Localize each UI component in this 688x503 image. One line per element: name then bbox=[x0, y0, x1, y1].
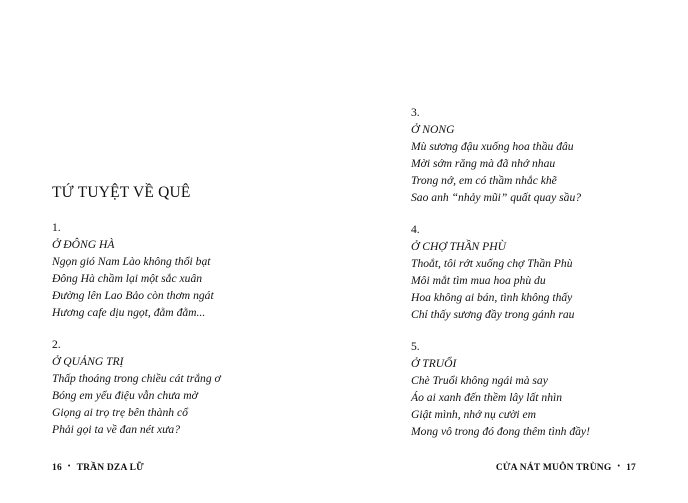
stanza-4 bbox=[411, 221, 574, 323]
verse-line: Trong nớ, em có thầm nhắc khẽ bbox=[411, 174, 557, 187]
stanza-heading: Ở QUẢNG TRỊ bbox=[52, 355, 124, 368]
left-footer bbox=[52, 462, 144, 473]
verse-line: Giọng ai trọ trẹ bên thành cổ bbox=[52, 406, 188, 419]
verse-line: Sao anh “nhảy mũi” quất quay sầu? bbox=[411, 191, 582, 204]
verse-line: Đường lên Lao Bảo còn thơm ngát bbox=[52, 289, 214, 302]
poem-title: TỨ TUYỆT VỀ QUÊ bbox=[52, 184, 191, 201]
right-page bbox=[344, 0, 688, 503]
footer-marker: • bbox=[67, 462, 71, 470]
verse-line: Ngọn gió Nam Lào không thổi bạt bbox=[52, 255, 211, 268]
verse-line: Môi mắt tìm mua hoa phù du bbox=[411, 274, 546, 287]
verse-line: Giật mình, nhớ nụ cười em bbox=[411, 408, 536, 421]
stanza-number: 1. bbox=[52, 221, 61, 234]
stanza-1 bbox=[52, 219, 214, 321]
stanza-heading: Ở ĐÔNG HÀ bbox=[52, 238, 115, 251]
page-number: 17 bbox=[626, 463, 636, 473]
stanza-number: 2. bbox=[52, 338, 61, 351]
verse-line: Bóng em yểu điệu vẫn chưa mờ bbox=[52, 389, 198, 402]
stanza-5 bbox=[411, 338, 590, 440]
verse-line: Mong vô trong đó đong thêm tình đầy! bbox=[411, 425, 590, 438]
stanza-number: 3. bbox=[411, 106, 420, 119]
stanza-3 bbox=[411, 104, 581, 206]
author-name: TRẦN DZA LỮ bbox=[76, 463, 144, 473]
stanza-number: 4. bbox=[411, 223, 420, 236]
stanza-heading: Ở TRUỔI bbox=[411, 357, 457, 370]
verse-line: Mù sương đậu xuống hoa thầu đâu bbox=[411, 140, 574, 153]
book-title: CỬA NÁT MUÔN TRÙNG bbox=[495, 463, 612, 473]
verse-line: Đông Hà chầm lại một sắc xuân bbox=[52, 272, 203, 285]
verse-line: Chè Truổi không ngái mà say bbox=[411, 374, 548, 387]
page-number: 16 bbox=[52, 463, 62, 473]
footer-marker: • bbox=[617, 462, 621, 470]
verse-line: Thấp thoáng trong chiều cát trắng ơ bbox=[52, 372, 221, 385]
stanza-heading: Ở NONG bbox=[411, 123, 455, 136]
stanza-heading: Ở CHỢ THẦN PHÙ bbox=[411, 240, 507, 253]
right-footer bbox=[496, 462, 636, 473]
verse-line: Thoắt, tôi rớt xuống chợ Thần Phù bbox=[411, 257, 573, 270]
verse-line: Chỉ thấy sương đầy trong gánh rau bbox=[411, 308, 575, 321]
verse-line: Hoa không ai bán, tình không thấy bbox=[411, 291, 573, 304]
verse-line: Phải gọi ta về đan nét xưa? bbox=[52, 423, 181, 436]
verse-line: Mời sớm răng mà đã nhớ nhau bbox=[411, 157, 556, 170]
verse-line: Hương cafe dịu ngọt, đằm đằm... bbox=[52, 306, 206, 319]
stanza-2 bbox=[52, 336, 221, 438]
verse-line: Áo ai xanh đến thềm lây lất nhìn bbox=[411, 391, 563, 404]
stanza-number: 5. bbox=[411, 340, 420, 353]
